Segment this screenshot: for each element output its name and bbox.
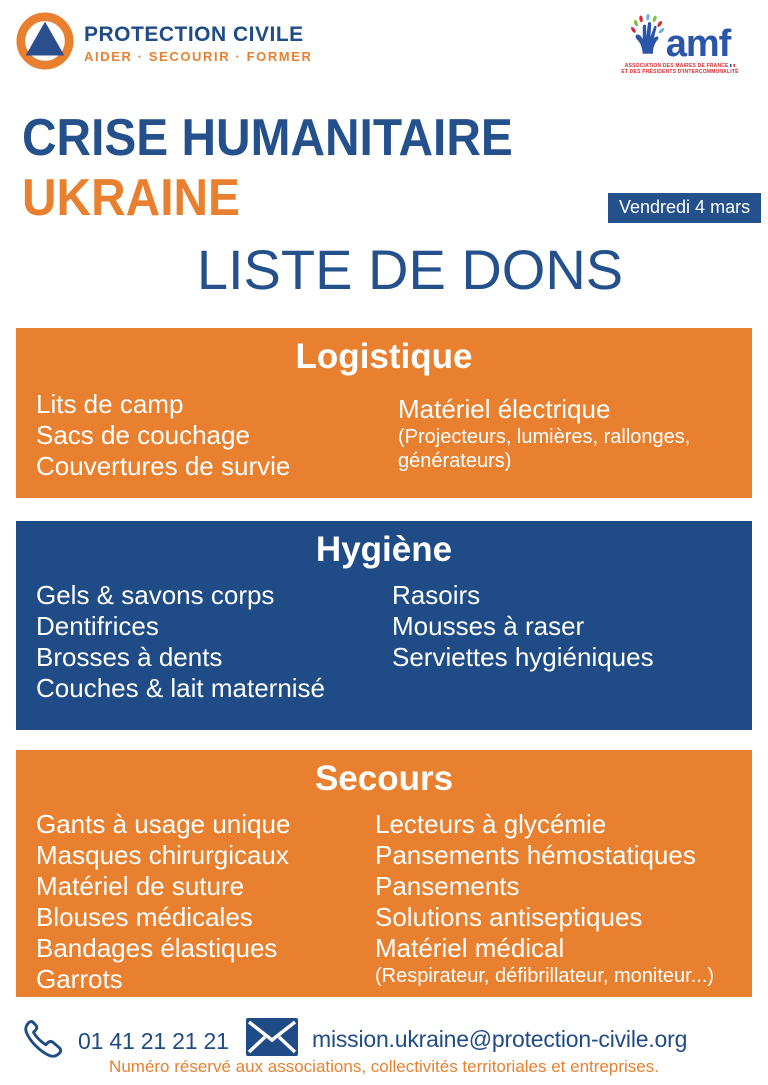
list-item: Couvertures de survie [36,451,291,481]
date-badge: Vendredi 4 mars [608,193,761,223]
page-subtitle: LISTE DE DONS [196,238,624,301]
list-item: Masques chirurgicaux [36,840,289,870]
amf-logo [610,14,750,75]
list-item: Gels & savons corps [36,580,275,610]
list-item: Lecteurs à glycémie [375,809,607,839]
list-item: Brosses à dents [36,642,223,672]
amf-subline-1: ASSOCIATION DES MAIRES DE FRANCE [624,63,729,69]
list-item: Solutions antiseptiques [375,902,643,932]
footer-note: Numéro réservé aux associations, collectivités territoriales et entreprises. [109,1057,659,1076]
protection-civile-logo [16,12,313,75]
list-item: Dentifrices [36,611,159,641]
french-flag-icon [730,64,735,67]
list-item-note: (Respirateur, défibrillateur, moniteur...) [375,965,715,987]
list-item-note: (Projecteurs, lumières, rallonges, [398,426,691,448]
section-logistique [16,328,752,498]
list-item: Blouses médicales [36,902,253,932]
amf-wordmark: amf [665,23,731,65]
pc-logo-tagline: AIDER · SECOURIR · FORMER [84,49,313,64]
envelope-icon [246,1018,298,1061]
list-item: Rasoirs [392,580,481,610]
section-secours [16,750,752,997]
list-item: Couches & lait maternisé [36,673,326,703]
list-item: Matériel de suture [36,871,245,901]
pc-logo-title: PROTECTION CIVILE [84,23,304,46]
list-item: Gants à usage unique [36,809,291,839]
list-item: Mousses à raser [392,611,585,641]
list-item: Pansements [375,871,520,901]
section-hygiene [16,521,752,730]
main-title-line1: CRISE HUMANITAIRE [22,109,513,167]
main-title-line2: UKRAINE [22,169,240,227]
list-item: Sacs de couchage [36,420,250,450]
email-address: mission.ukraine@protection-civile.org [312,1026,688,1052]
list-item: Bandages élastiques [36,933,278,963]
list-item: Matériel électrique [398,394,611,424]
section-logistique-title: Logistique [295,337,473,376]
list-item-note: générateurs) [398,450,512,472]
section-secours-title: Secours [314,759,454,798]
list-item: Pansements hémostatiques [375,840,696,870]
list-item: Matériel médical [375,933,565,963]
amf-hand-icon [630,14,664,61]
list-item: Serviettes hygiéniques [392,642,654,672]
list-item: Garrots [36,964,123,994]
phone-number: 01 41 21 21 21 [78,1028,229,1054]
pc-shield-icon [16,12,74,75]
amf-subline-2: ET DES PRÉSIDENTS D'INTERCOMMUNALITÉ [621,69,739,75]
list-item: Lits de camp [36,389,184,419]
section-hygiene-title: Hygiène [315,530,453,569]
